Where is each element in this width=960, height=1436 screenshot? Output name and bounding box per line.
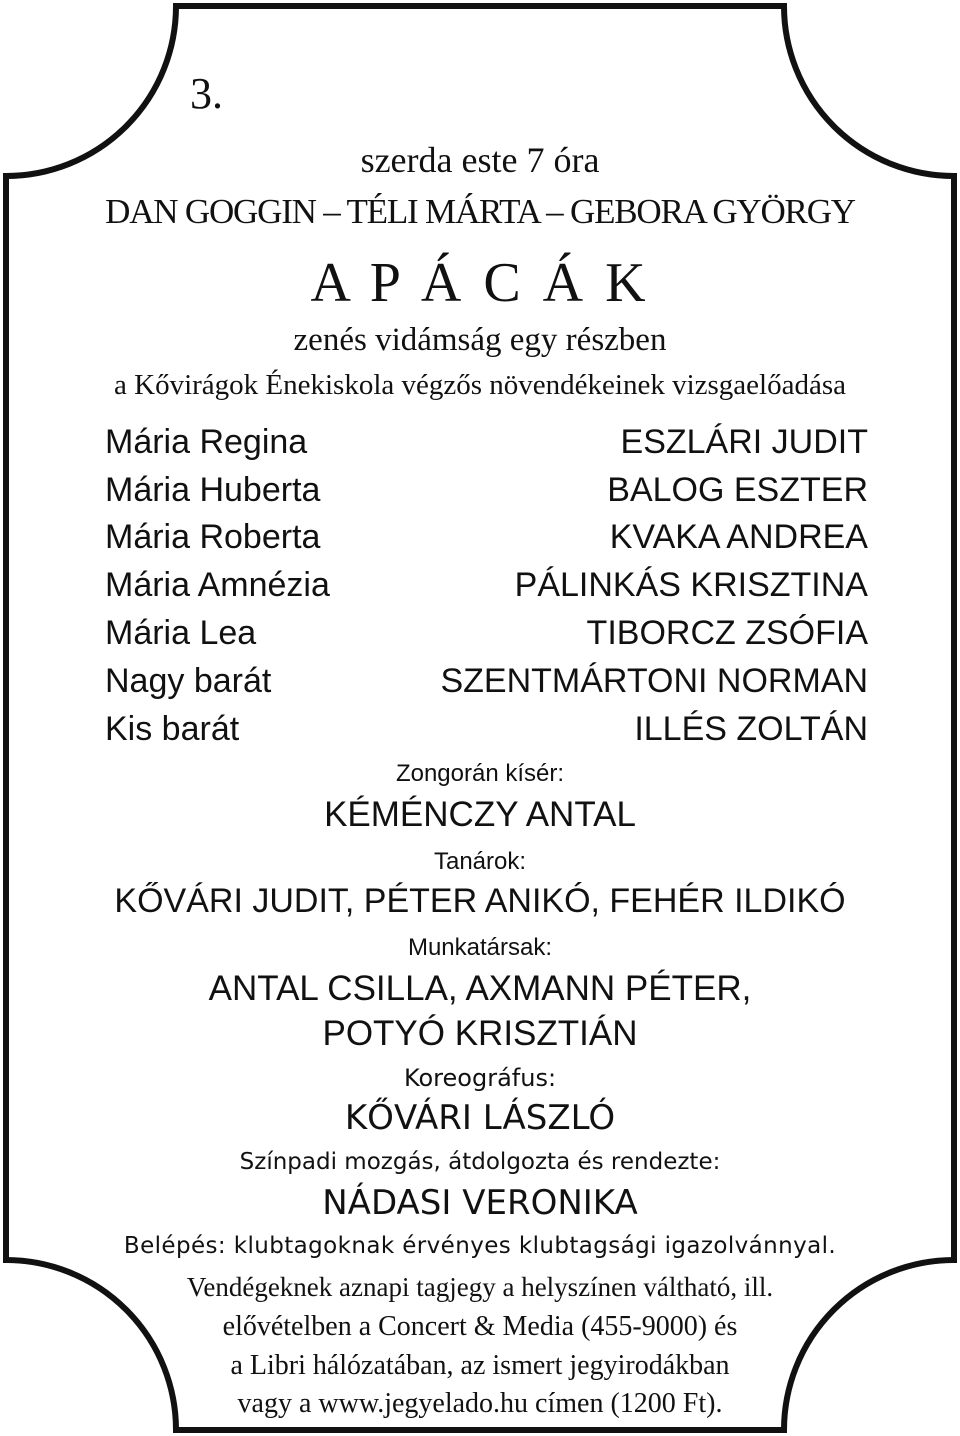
admission-info-line-3: elővételben a Concert & Media (455-9000) és <box>222 1311 738 1342</box>
admission-info-line-4: a Libri hálózatában, az ismert jegyirodákban <box>230 1350 730 1381</box>
cast-role: Nagy barát <box>105 662 272 700</box>
staff-line-1: ANTAL CSILLA, AXMANN PÉTER, <box>208 969 752 1008</box>
piano-name: KÉMÉNCZY ANTAL <box>324 795 636 834</box>
show-title: A P Á C Á K <box>310 252 650 314</box>
event-number: 3. <box>190 69 223 118</box>
show-description: a Kővirágok Énekiskola végzős növendékeinek vizsgaelőadása <box>114 369 846 401</box>
director-label: Színpadi mozgás, átdolgozta és rendezte: <box>239 1149 721 1175</box>
cast-role: Mária Amnézia <box>105 566 330 604</box>
cast-actor: SZENTMÁRTONI NORMAN <box>440 662 868 700</box>
show-subtitle: zenés vidámság egy részben <box>293 322 667 358</box>
teachers-label: Tanárok: <box>433 848 527 875</box>
staff-label: Munkatársak: <box>407 934 553 961</box>
cast-role: Mária Regina <box>105 423 308 461</box>
cast-actor: ILLÉS ZOLTÁN <box>634 710 868 748</box>
cast-role: Kis barát <box>105 710 240 748</box>
cast-actor: ESZLÁRI JUDIT <box>620 423 868 461</box>
choreographer-label: Koreográfus: <box>403 1064 557 1092</box>
cast-actor: TIBORCZ ZSÓFIA <box>586 614 868 652</box>
cast-role: Mária Roberta <box>105 518 321 556</box>
authors: DAN GOGGIN – TÉLI MÁRTA – GEBORA GYÖRGY <box>105 192 855 231</box>
choreographer-name: KŐVÁRI LÁSZLÓ <box>344 1098 616 1138</box>
staff-line-2: POTYÓ KRISZTIÁN <box>322 1014 638 1053</box>
cast-role: Mária Lea <box>105 614 257 652</box>
cast-actor: BALOG ESZTER <box>607 471 868 509</box>
cast-role: Mária Huberta <box>105 471 321 509</box>
director-name: NÁDASI VERONIKA <box>322 1183 638 1223</box>
cast-actor: PÁLINKÁS KRISZTINA <box>514 566 868 604</box>
event-time: szerda este 7 óra <box>360 140 600 180</box>
admission-info-line-2: Vendégeknek aznapi tagjegy a helyszínen váltható, ill. <box>186 1272 774 1302</box>
cast-actor: KVAKA ANDREA <box>609 518 868 556</box>
piano-label: Zongorán kísér: <box>395 760 565 787</box>
admission-info-line-1: Belépés: klubtagoknak érvényes klubtagsági igazolvánnyal. <box>123 1233 837 1259</box>
teachers-names: KŐVÁRI JUDIT, PÉTER ANIKÓ, FEHÉR ILDIKÓ <box>114 882 846 920</box>
admission-info-line-5: vagy a www.jegyelado.hu címen (1200 Ft). <box>237 1388 723 1419</box>
